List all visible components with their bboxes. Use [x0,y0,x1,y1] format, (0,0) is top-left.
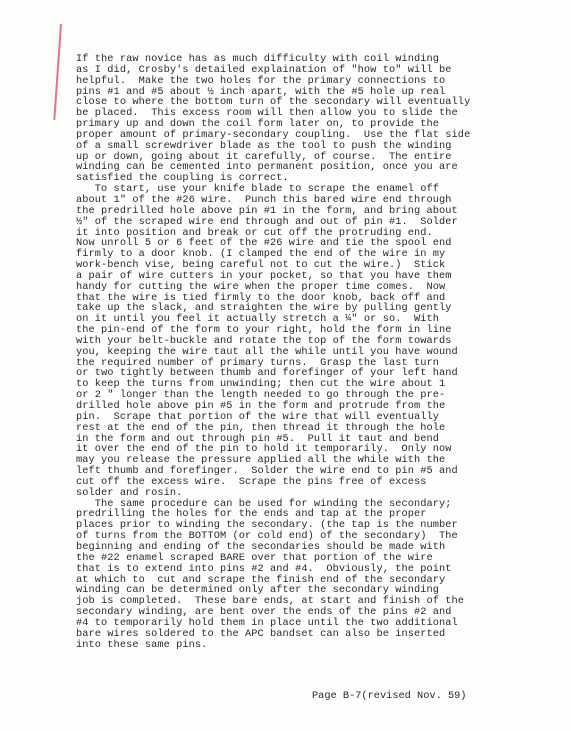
margin-pen-mark [53,24,62,120]
text-line: winding can be determined only after the secondary winding [76,584,440,597]
text-line: with your belt-buckle and rotate the top of the form towards [76,334,452,347]
text-line: proper amount of primary-secondary coupling. Use the flat side [76,128,471,141]
text-line: it into position and break or cut off the protruding end. [76,226,433,239]
text-line: drilled hole above pin #5 in the form and protrude from the [76,400,446,412]
text-line: may you release the pressure applied all the while with the [76,454,446,467]
text-line: #4 to temporarily hold them in place until the two additional [76,616,458,629]
text-line: be placed. This excess room will then allow you to slide the [76,107,458,120]
text-line: rest at the end of the pin, then thread it through the hole [76,421,446,434]
text-line: of a small screwdriver blade as the tool to push the winding [76,139,452,152]
text-line: left thumb and forefinger. Solder the wire end to pin #5 and [76,465,458,478]
text-line: cut off the excess wire. Scrape the pins free of excess [76,475,427,488]
text-line: solder and rosin. [76,486,183,499]
text-line: firmly to a door knob. (I clamped the end of the wire in my [76,248,446,261]
text-line: job is completed. These bare ends, at start and finish of the [76,595,465,608]
text-line: about 1" of the #26 wire. Punch this bared wire end through [76,193,452,206]
text-line: it over the end of the pin to hold it temporarily. Only now [76,443,452,456]
text-line: to keep the turns from unwinding; then cut the wire about 1 [76,378,446,391]
text-line: or two tightly between thumb and forefinger of your left hand [76,367,458,380]
text-line: satisfied the coupling is correct. [76,172,289,185]
text-line: at which to cut and scrape the finish end of the secondary [76,573,446,586]
text-line: the predrilled hole above pin #1 in the form, and bring about [76,204,458,217]
text-line: pin. Scrape that portion of the wire that will eventually [76,410,440,423]
text-line: helpful. Make the two holes for the primary connections to [76,74,446,87]
text-line: up or down, going about it carefully, of course. The entire [76,150,452,163]
text-line: winding can be cemented into permanent position, once you are [76,161,458,174]
text-line: Now unroll 5 or 6 feet of the #26 wire and tie the spool end [76,237,452,250]
text-line: as I did, Crosby's detailed explaination of "how to" will be [76,63,452,76]
text-line: close to where the bottom turn of the secondary will eventually [76,96,471,109]
text-line: a pair of wire cutters in your pocket, so that you have them [76,269,452,282]
body-text [76,54,560,650]
text-line: on it until you feel it actually stretch a ¼" or so. With [76,313,440,326]
text-line: that the wire is tied firmly to the door knob, back off and [76,291,446,304]
text-line: take up the slack, and straighten the wire by pulling gently [76,302,452,315]
page-footer: Page B-7(revised Nov. 59) [312,690,467,702]
text-line: the required number of primary turns. Grasp the last turn [76,356,440,369]
text-line: or 2 " longer than the length needed to go through the pre- [76,389,446,402]
text-line: places prior to winding the secondary. (the tap is the number [76,519,458,532]
text-line: The same procedure can be used for winding the secondary; [76,497,452,510]
text-line: To start, use your knife blade to scrape the enamel off [76,183,440,196]
text-line: in the form and out through pin #5. Pull it taut and bend [76,432,440,445]
text-line: bare wires soldered to the APC bandset can also be inserted [76,627,446,640]
text-line: predrilling the holes for the ends and tap at the proper [76,508,427,521]
text-line: the pin-end of the form to your right, hold the form in line [76,324,452,337]
text-line: of turns from the BOTTOM (or cold end) of the secondary) The [76,530,458,543]
text-line: into these same pins. [76,638,208,651]
text-line: you, keeping the wire taut all the while until you have wound [76,345,458,358]
text-line: work-bench vise, being careful not to cut the wire.) Stick [76,259,446,272]
text-line: ½" of the scraped wire end through and out of pin #1. Solder [76,215,458,228]
text-line: beginning and ending of the secondaries should be made with [76,540,446,553]
text-line: primary up and down the coil form later on, to provide the [76,118,440,131]
text-line: If the raw novice has as much difficulty with coil winding [76,53,440,65]
text-line: the #22 enamel scraped BARE over that portion of the wire [76,551,433,564]
text-line: that is to extend into pins #2 and #4. Obviously, the point [76,562,452,575]
text-line: handy for cutting the wire when the proper time comes. Now [76,280,446,293]
text-line: secondary winding, are bent over the ends of the pins #2 and [76,606,452,619]
text-line: pins #1 and #5 about ½ inch apart, with the #5 hole up real [76,85,446,98]
